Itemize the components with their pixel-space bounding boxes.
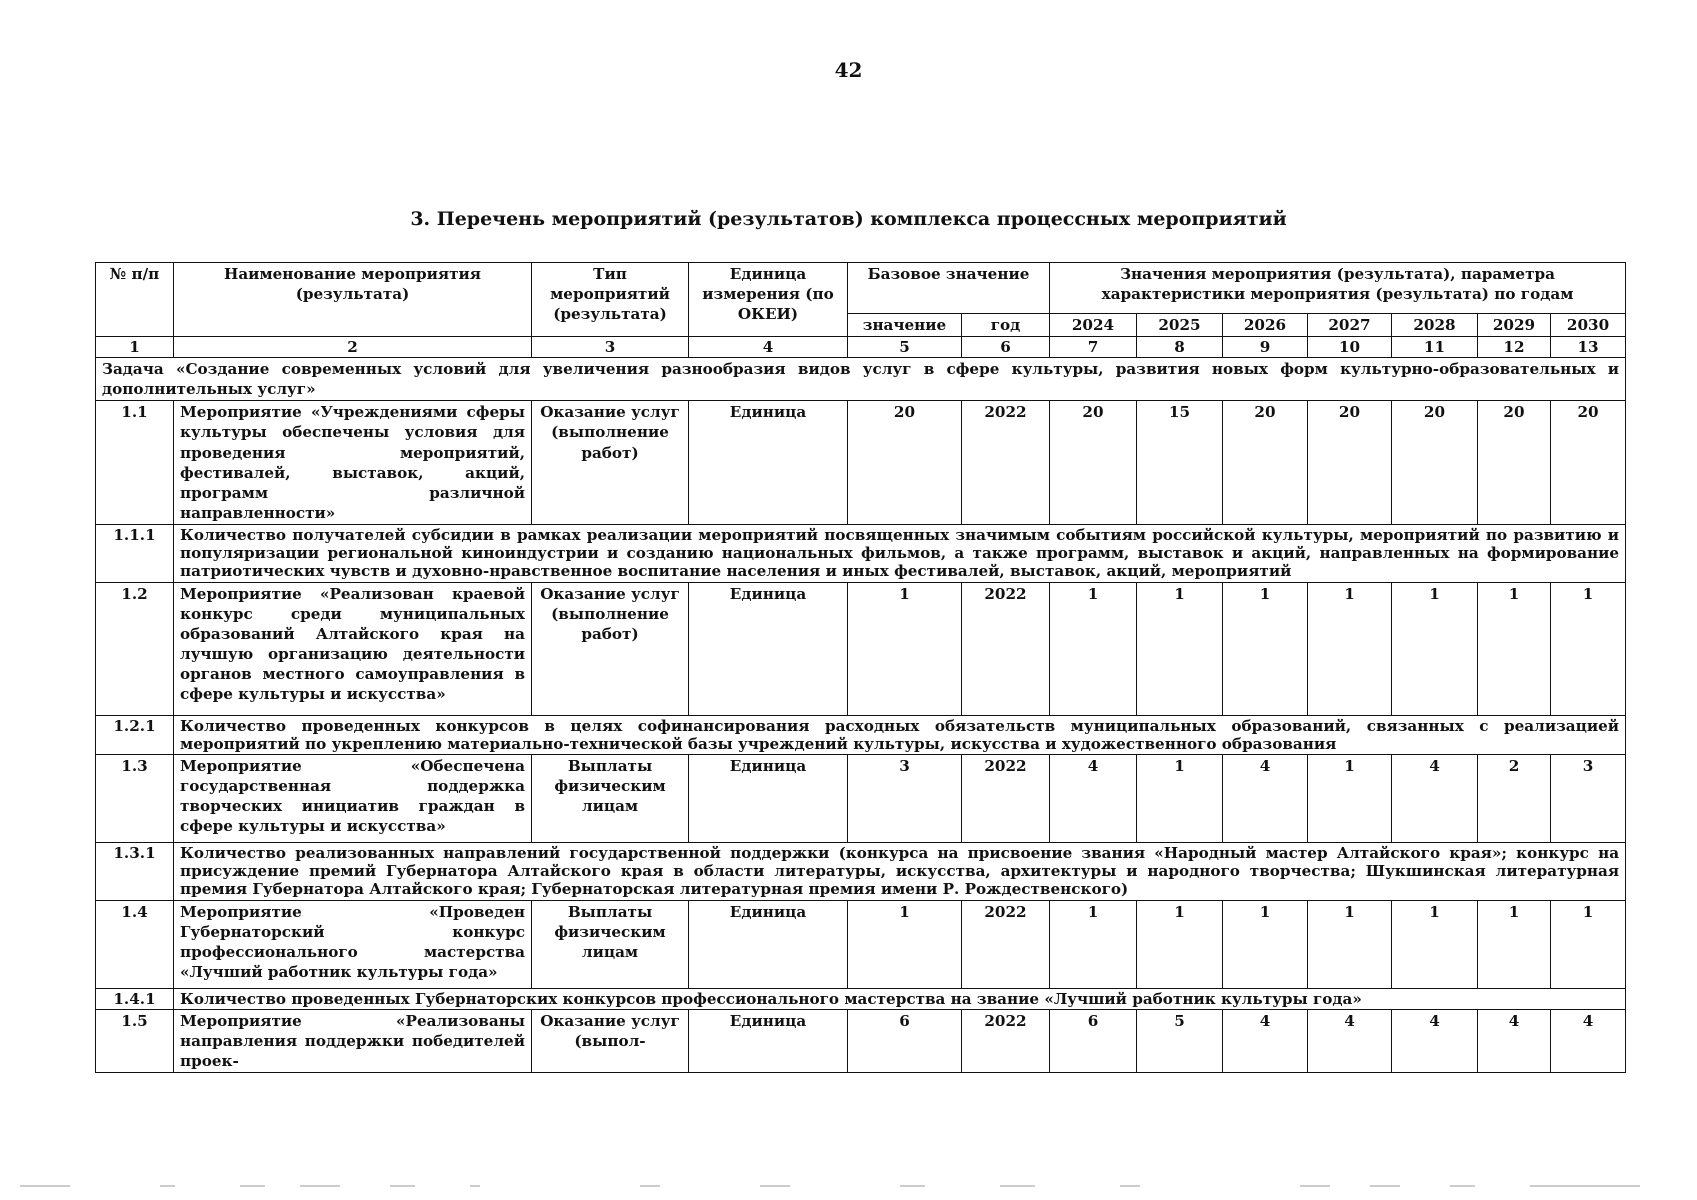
measure-name: Мероприятие «Реализован краевой конкурс среди муниципальных образований Алтайского края на лучшую организацию деятельности органов местного самоуправления в сфере культуры и искусства» (174, 582, 532, 715)
measure-unit: Единица (689, 401, 848, 524)
col-header-unit: Единица измерения (по ОКЕИ) (689, 263, 848, 337)
indicator-row (96, 842, 1626, 900)
task-row (96, 358, 1626, 401)
base-value: 20 (848, 401, 962, 524)
year-value: 20 (1478, 401, 1551, 524)
row-number: 1.1.1 (96, 524, 174, 582)
measures-table (95, 262, 1626, 1073)
year-value: 1 (1478, 900, 1551, 988)
row-number: 1.4 (96, 900, 174, 988)
indicator-text: Количество проведенных Губернаторских конкурсов профессионального мастерства на звание «Лучший работник культуры года» (174, 988, 1626, 1009)
year-value: 1 (1308, 900, 1392, 988)
indicator-row (96, 715, 1626, 754)
column-number: 11 (1392, 337, 1478, 358)
measure-type: Выплаты физическим лицам (532, 900, 689, 988)
base-year: 2022 (962, 1009, 1050, 1072)
measure-unit: Единица (689, 900, 848, 988)
row-number: 1.1 (96, 401, 174, 524)
year-value: 1 (1050, 900, 1137, 988)
column-number: 9 (1223, 337, 1308, 358)
measure-unit: Единица (689, 1009, 848, 1072)
measure-unit: Единица (689, 754, 848, 842)
measure-name: Мероприятие «Учреждениями сферы культуры обеспечены условия для проведения мероприятий, фестивалей, выставок, акций, программ различной направленности» (174, 401, 532, 524)
year-value: 4 (1392, 1009, 1478, 1072)
year-value: 1 (1392, 582, 1478, 715)
measure-row (96, 401, 1626, 524)
year-value: 20 (1223, 401, 1308, 524)
year-value: 1 (1551, 582, 1626, 715)
col-header-base-value: значение (848, 314, 962, 337)
year-value: 2 (1478, 754, 1551, 842)
year-value: 1 (1308, 754, 1392, 842)
year-value: 4 (1223, 754, 1308, 842)
row-number: 1.5 (96, 1009, 174, 1072)
year-value: 20 (1050, 401, 1137, 524)
base-value: 1 (848, 900, 962, 988)
year-value: 5 (1137, 1009, 1223, 1072)
base-year: 2022 (962, 754, 1050, 842)
col-header-num: № п/п (96, 263, 174, 337)
year-value: 4 (1478, 1009, 1551, 1072)
col-header-values: Значения мероприятия (результата), параметра характеристики мероприятия (результата) по годам (1050, 263, 1626, 314)
row-number: 1.4.1 (96, 988, 174, 1009)
column-number: 7 (1050, 337, 1137, 358)
col-header-base: Базовое значение (848, 263, 1050, 314)
column-number: 5 (848, 337, 962, 358)
year-value: 1 (1137, 582, 1223, 715)
year-value: 1 (1308, 582, 1392, 715)
measures-rows (96, 401, 1626, 1073)
year-value: 20 (1308, 401, 1392, 524)
col-header-year: 2024 (1050, 314, 1137, 337)
col-header-name: Наименование мероприятия (результата) (174, 263, 532, 337)
measure-type: Оказание услуг (выполнение работ) (532, 401, 689, 524)
col-header-year: 2029 (1478, 314, 1551, 337)
measure-row (96, 900, 1626, 988)
year-value: 15 (1137, 401, 1223, 524)
column-number: 12 (1478, 337, 1551, 358)
year-value: 1 (1223, 582, 1308, 715)
base-year: 2022 (962, 582, 1050, 715)
year-value: 1 (1137, 900, 1223, 988)
col-header-year: 2030 (1551, 314, 1626, 337)
col-header-base-year: год (962, 314, 1050, 337)
column-number: 13 (1551, 337, 1626, 358)
indicator-row (96, 988, 1626, 1009)
col-header-year: 2028 (1392, 314, 1478, 337)
year-value: 4 (1223, 1009, 1308, 1072)
base-year: 2022 (962, 900, 1050, 988)
base-value: 1 (848, 582, 962, 715)
measure-name: Мероприятие «Проведен Губернаторский конкурс профессионального мастерства «Лучший работник культуры года» (174, 900, 532, 988)
year-value: 1 (1050, 582, 1137, 715)
indicator-row (96, 524, 1626, 582)
column-number: 3 (532, 337, 689, 358)
column-number: 6 (962, 337, 1050, 358)
col-header-type: Тип мероприятий (результата) (532, 263, 689, 337)
row-number: 1.3.1 (96, 842, 174, 900)
base-value: 3 (848, 754, 962, 842)
measure-name: Мероприятие «Обеспечена государственная поддержка творческих инициатив граждан в сфере культуры и искусства» (174, 754, 532, 842)
year-value: 4 (1392, 754, 1478, 842)
year-value: 1 (1551, 900, 1626, 988)
col-header-year: 2027 (1308, 314, 1392, 337)
year-value: 1 (1478, 582, 1551, 715)
measure-row (96, 754, 1626, 842)
year-value: 1 (1137, 754, 1223, 842)
year-value: 1 (1392, 900, 1478, 988)
task-text: Задача «Создание современных условий для увеличения разнообразия видов услуг в сфере культуры, развития новых форм культурно-образовательных и дополнительных услуг» (96, 358, 1626, 401)
base-value: 6 (848, 1009, 962, 1072)
scan-artifact-line (0, 1183, 1697, 1189)
year-value: 4 (1551, 1009, 1626, 1072)
year-value: 4 (1308, 1009, 1392, 1072)
column-number: 8 (1137, 337, 1223, 358)
measure-type: Выплаты физическим лицам (532, 754, 689, 842)
row-number: 1.2.1 (96, 715, 174, 754)
col-header-year: 2025 (1137, 314, 1223, 337)
year-value: 1 (1223, 900, 1308, 988)
document-title: 3. Перечень мероприятий (результатов) комплекса процессных мероприятий (410, 208, 1287, 230)
page-number: 42 (834, 58, 863, 82)
row-number: 1.2 (96, 582, 174, 715)
year-value: 4 (1050, 754, 1137, 842)
year-value: 20 (1551, 401, 1626, 524)
column-number: 1 (96, 337, 174, 358)
measure-row (96, 1009, 1626, 1072)
measure-type: Оказание услуг (выполнение работ) (532, 582, 689, 715)
indicator-text: Количество реализованных направлений государственной поддержки (конкурса на присвоение звания «Народный мастер Алтайского края»; конкурс на присуждение премий Губернатора Алтайского края в области литературы, искусства, архитектуры и народного творчества; Шукшинская литературная премия Губернатора Алтайского края; Губернаторская литературная премия имени Р. Рождественского) (174, 842, 1626, 900)
indicator-text: Количество проведенных конкурсов в целях софинансирования расходных обязательств муниципальных образований, связанных с реализацией мероприятий по укреплению материально-технической базы учреждений культуры, искусства и художественного образования (174, 715, 1626, 754)
measure-name: Мероприятие «Реализованы направления поддержки победителей проек- (174, 1009, 532, 1072)
measure-row (96, 582, 1626, 715)
column-number: 4 (689, 337, 848, 358)
year-value: 6 (1050, 1009, 1137, 1072)
col-header-year: 2026 (1223, 314, 1308, 337)
column-number: 10 (1308, 337, 1392, 358)
measure-unit: Единица (689, 582, 848, 715)
measure-type: Оказание услуг (выпол- (532, 1009, 689, 1072)
header-row-1 (96, 263, 1626, 314)
year-value: 3 (1551, 754, 1626, 842)
column-numbers-row (96, 337, 1626, 358)
year-value: 20 (1392, 401, 1478, 524)
column-number: 2 (174, 337, 532, 358)
row-number: 1.3 (96, 754, 174, 842)
base-year: 2022 (962, 401, 1050, 524)
indicator-text: Количество получателей субсидии в рамках реализации мероприятий посвященных значимым событиям российской культуры, мероприятий по развитию и популяризации региональной киноиндустрии и созданию национальных фильмов, а также программ, выставок и акций, направленных на формирование патриотических чувств и духовно-нравственное воспитание населения и иных фестивалей, выставок, акций, мероприятий (174, 524, 1626, 582)
